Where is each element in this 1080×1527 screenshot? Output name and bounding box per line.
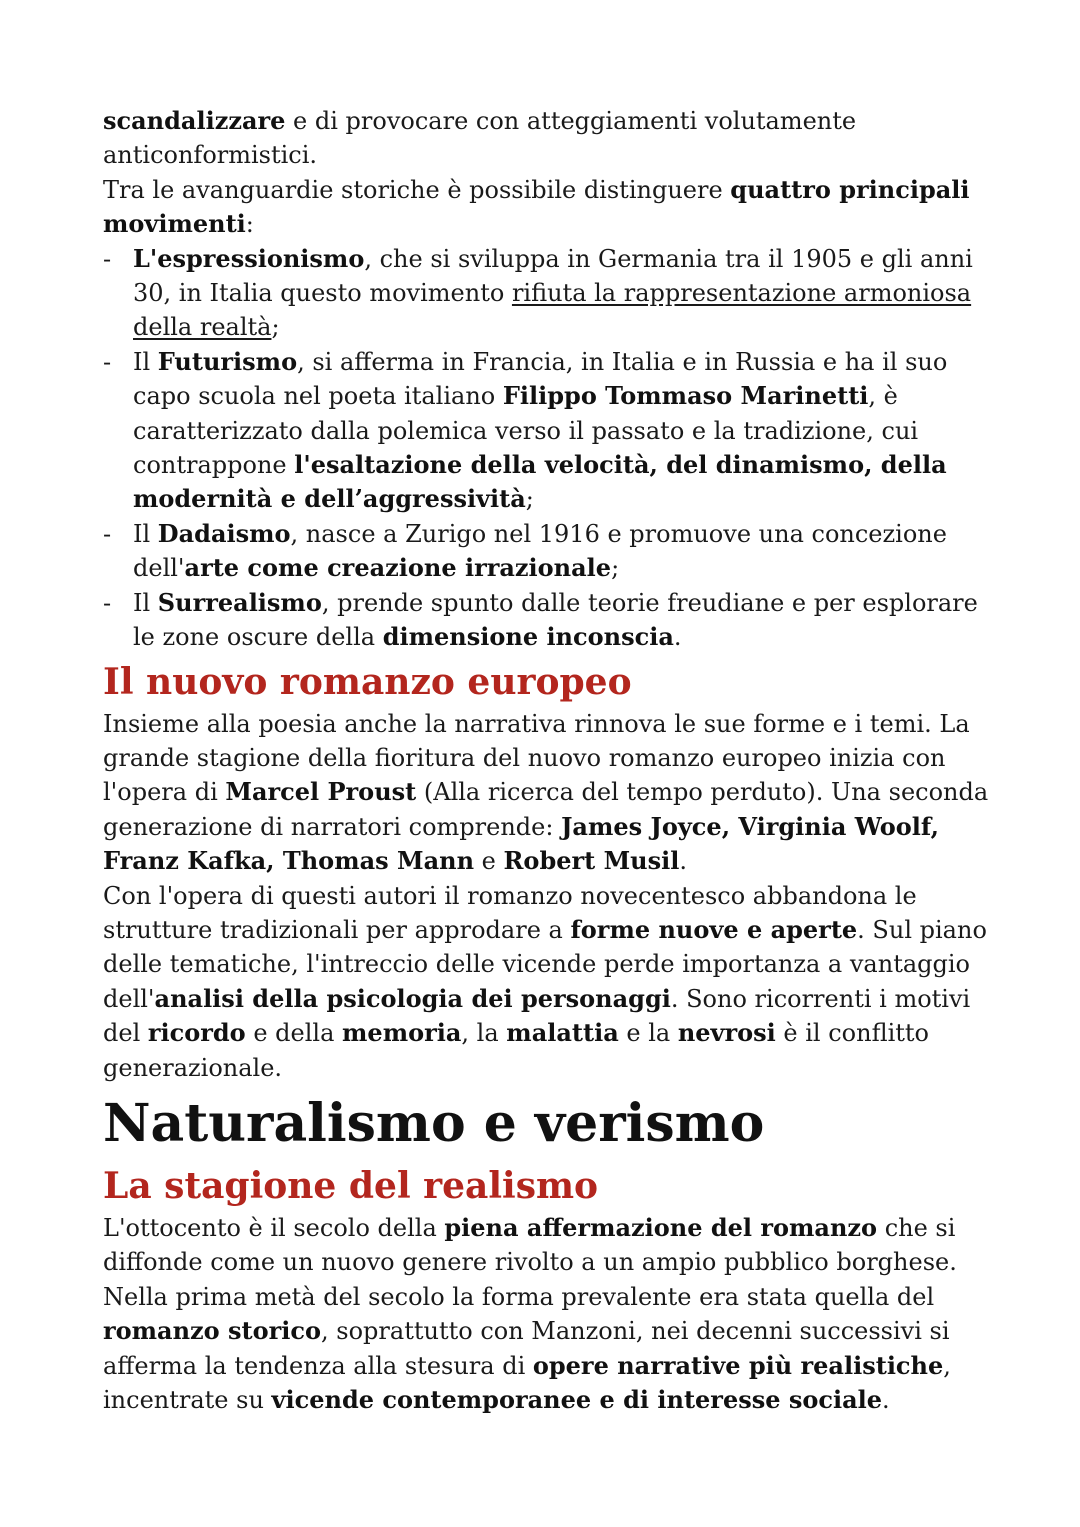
bold-phrase: forme nuove e aperte: [570, 914, 858, 944]
bold-term: malattia: [506, 1018, 619, 1048]
romanzo-paragraph-2: Con l'opera di questi autori il romanzo novecentesco abbandona le strutture tradizionali per approdare a forme nuove e aperte. Sul piano delle tematiche, l'intreccio delle vicende perde importanza a vantaggio dell'analisi della psicologia dei personaggi. Sono ricorrenti i motivi del ricordo e della memoria, la malattia e la nevrosi è il conflitto generazionale.: [103, 881, 987, 1082]
list-item-dadaismo: - Il Dadaismo, nasce a Zurigo nel 1916 e promuove una concezione dell'arte come creazione irrazionale;: [103, 518, 947, 583]
bold-term: scandalizzare: [103, 106, 286, 135]
person-name: Marcel Proust: [225, 777, 417, 807]
bold-phrase: dimensione inconscia: [382, 622, 674, 652]
intro-paragraph-continuation: scandalizzare e di provocare con atteggiamenti volutamente anticonformistici.: [103, 106, 857, 170]
bold-phrase: vicende contemporanee e di interesse sociale: [271, 1385, 883, 1414]
movement-name: L'espressionismo: [133, 243, 365, 273]
romanzo-paragraph-1: Insieme alla poesia anche la narrativa rinnova le sue forme e i temi. La grande stagione della fioritura del nuovo romanzo europeo inizia con l'opera di Marcel Proust (Alla ricerca del tempo perduto). Una seconda generazione di narratori comprende: James Joyce, Virginia Woolf, Franz Kafka, Thomas Mann e Robert Musil.: [103, 709, 989, 876]
document-page: [103, 104, 1003, 1417]
bold-term: nevrosi: [677, 1018, 776, 1048]
bold-phrase: analisi della psicologia dei personaggi: [154, 983, 671, 1013]
movement-name: Futurismo: [157, 346, 298, 376]
person-name: Filippo Tommaso Marinetti: [502, 381, 869, 411]
person-name: Robert Musil: [503, 846, 680, 876]
bold-phrase: piena affermazione del romanzo: [444, 1212, 878, 1242]
section-title-realismo: La stagione del realismo: [103, 1164, 599, 1207]
bullet-dash: -: [103, 588, 112, 617]
movements-list: [103, 242, 1003, 655]
bold-term: ricordo: [147, 1018, 246, 1048]
bold-phrase: arte come creazione irrazionale: [184, 553, 612, 583]
realismo-paragraph: L'ottocento è il secolo della piena affermazione del romanzo che si diffonde come un nuovo genere rivolto a un ampio pubblico borghese. Nella prima metà del secolo la forma prevalente era stata quella del romanzo storico, soprattutto con Manzoni, nei decenni successivi si afferma la tendenza alla stesura di opere narrative più realistiche, incentrate su vicende contemporanee e di interesse sociale.: [103, 1212, 957, 1414]
chapter-title: Naturalismo e verismo: [103, 1092, 765, 1154]
section-title-romanzo: Il nuovo romanzo europeo: [103, 660, 632, 703]
list-item-futurismo: - Il Futurismo, si afferma in Francia, in Italia e in Russia e ha il suo capo scuola nel poeta italiano Filippo Tommaso Marinetti, è caratterizzato dalla polemica verso il passato e la tradizione, cui contrappone l'esaltazione della velocità, del dinamismo, della modernità e dell’aggressività;: [103, 346, 948, 514]
bold-phrase: opere narrative più realistiche: [532, 1350, 944, 1380]
bold-phrase: l'esaltazione della velocità, del dinamismo, della modernità e dell’aggressività: [133, 450, 947, 514]
list-item-espressionismo: - L'espressionismo, che si sviluppa in Germania tra il 1905 e gli anni 30, in Italia questo movimento rifiuta la rappresentazione armoniosa della realtà;: [103, 243, 973, 342]
intro-paragraph-movements: Tra le avanguardie storiche è possibile distinguere quattro principali movimenti:: [103, 174, 970, 239]
underlined-phrase: rifiuta la rappresentazione armoniosa della realtà: [133, 279, 972, 342]
movement-name: Dadaismo: [157, 518, 291, 548]
bold-term: romanzo storico: [103, 1316, 322, 1346]
bullet-dash: -: [103, 347, 112, 376]
person-names: James Joyce, Virginia Woolf, Franz Kafka, Thomas Mann: [103, 811, 940, 876]
list-item-surrealismo: - Il Surrealismo, prende spunto dalle teorie freudiane e per esplorare le zone oscure della dimensione inconscia.: [103, 587, 978, 652]
bold-term: memoria: [342, 1018, 462, 1048]
movement-name: Surrealismo: [157, 587, 322, 617]
bullet-dash: -: [103, 519, 112, 548]
bold-term: quattro principali movimenti: [103, 174, 970, 239]
bullet-dash: -: [103, 244, 112, 273]
